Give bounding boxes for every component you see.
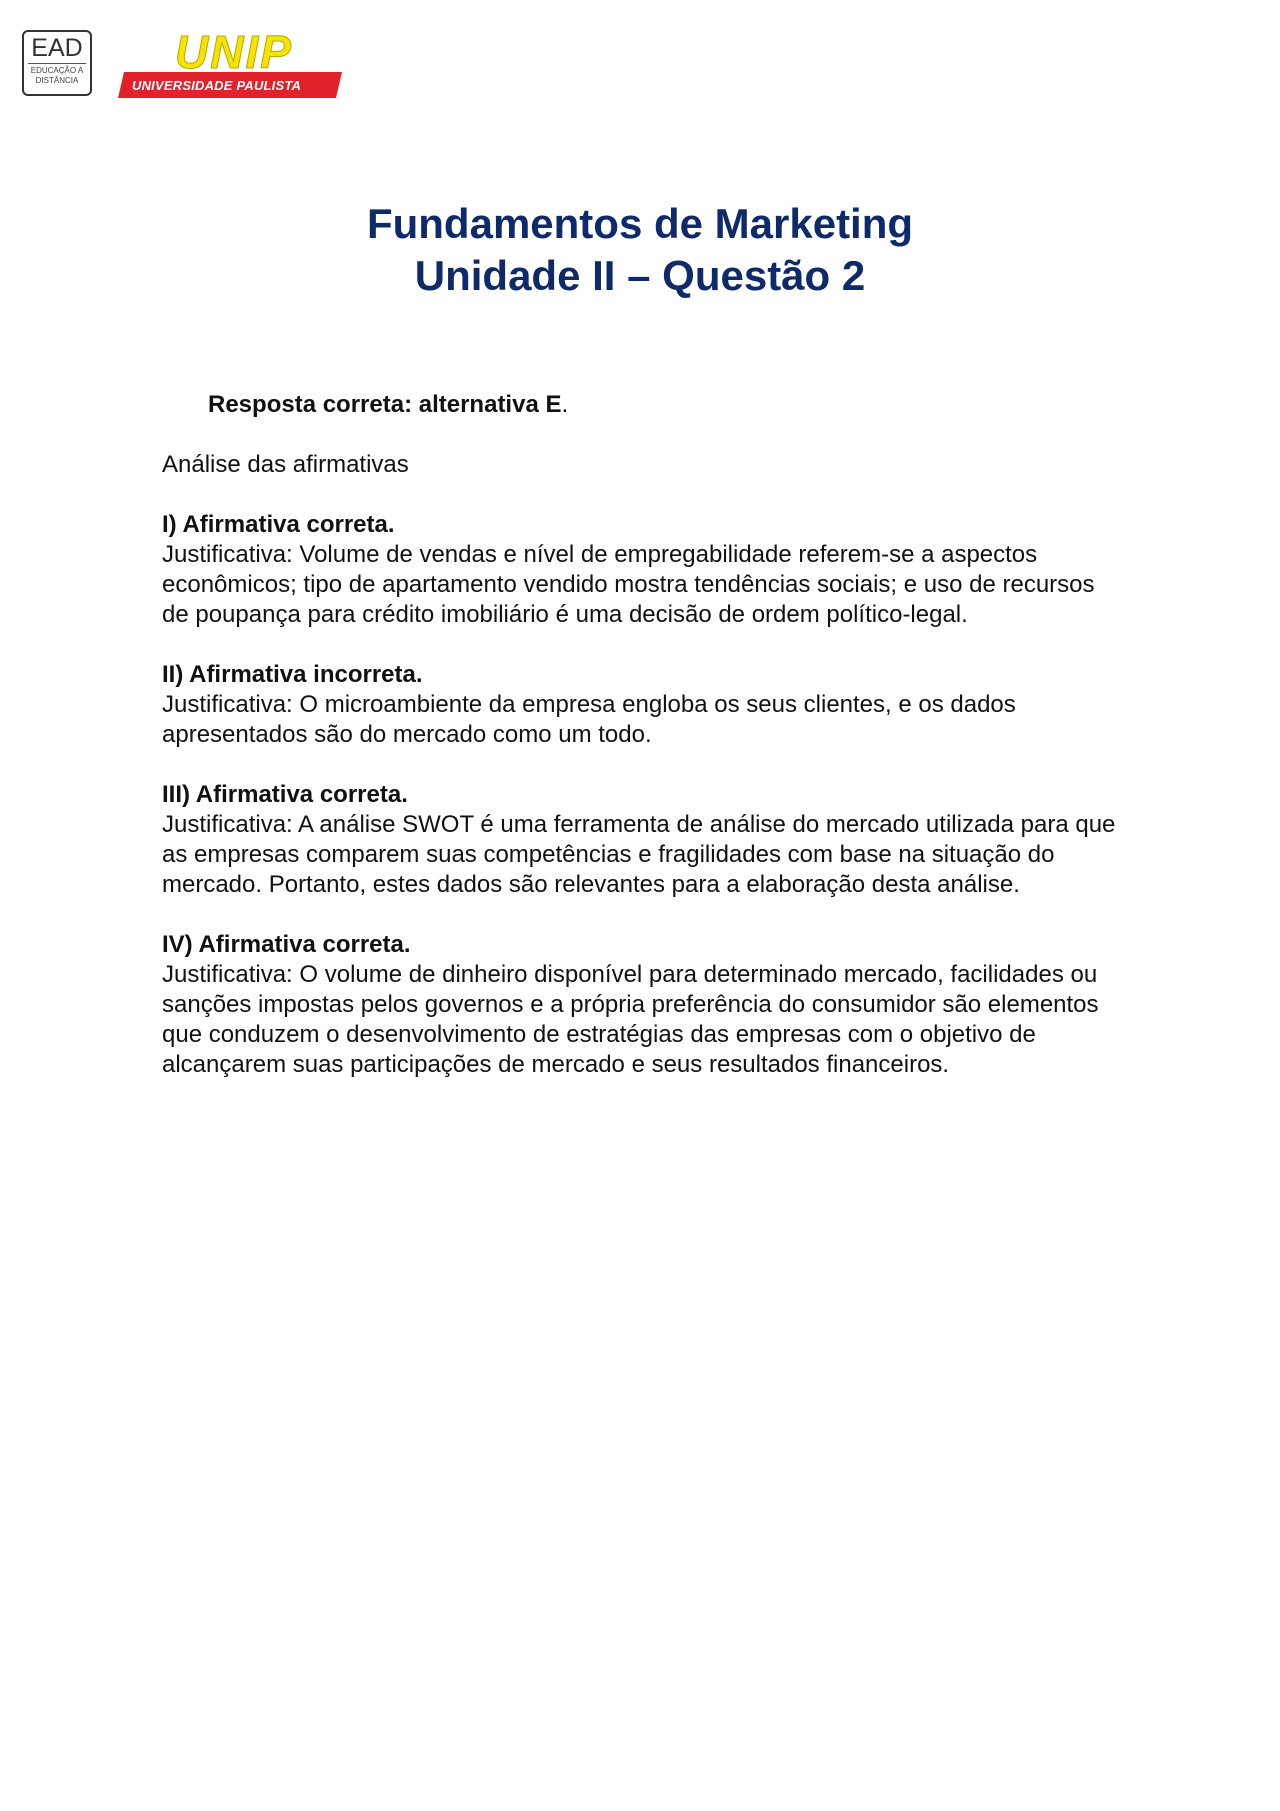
statement-justification: Justificativa: O microambiente da empresa engloba os seus clientes, e os dados apresentados são do mercado como um todo. [162,691,1016,748]
ead-logo-divider [28,63,86,64]
statement-item [162,780,1122,900]
statement-heading: II) Afirmativa incorreta. [162,661,423,688]
unip-tagline: UNIVERSIDADE PAULISTA [132,78,302,93]
ead-logo-subtitle-1: EDUCAÇÃO A [30,66,84,75]
header-logos [22,28,362,102]
page-title-line-2: Unidade II – Questão 2 [414,252,866,299]
statement-heading: IV) Afirmativa correta. [162,931,411,958]
unip-logo [116,28,346,100]
statement-justification: Justificativa: A análise SWOT é uma ferramenta de análise do mercado utilizada para que as empresas comparem suas competências e fragilidades com base na situação do mercado. Portanto, estes dados são relevantes para a elaboração desta análise. [162,811,1116,898]
document-body [162,390,1122,1110]
correct-answer-suffix: . [561,391,569,418]
page-title [0,198,1280,302]
correct-answer-label: Resposta correta: alternativa E [208,391,562,418]
unip-wordmark: UNIP [175,28,293,78]
statement-heading: III) Afirmativa correta. [162,781,408,808]
statement-heading: I) Afirmativa correta. [162,511,395,538]
correct-answer [208,390,1122,420]
statement-item [162,510,1122,630]
statement-item [162,660,1122,750]
ead-logo [22,30,92,96]
ead-logo-subtitle-2: DISTÂNCIA [35,76,79,85]
ead-logo-title: EAD [31,34,83,62]
statement-justification: Justificativa: O volume de dinheiro disponível para determinado mercado, facilidades ou sanções impostas pelos governos e a própria preferência do consumidor são elementos que conduzem o desenvolvimento de estratégias das empresas com o objetivo de alcançarem suas participações de mercado e seus resultados financeiros. [162,961,1099,1078]
analysis-title: Análise das afirmativas [162,451,409,478]
page-title-line-1: Fundamentos de Marketing [366,200,914,247]
statement-item [162,930,1122,1080]
statement-justification: Justificativa: Volume de vendas e nível de empregabilidade referem-se a aspectos econômicos; tipo de apartamento vendido mostra tendências sociais; e uso de recursos de poupança para crédito imobiliário é uma decisão de ordem político-legal. [162,541,1095,628]
